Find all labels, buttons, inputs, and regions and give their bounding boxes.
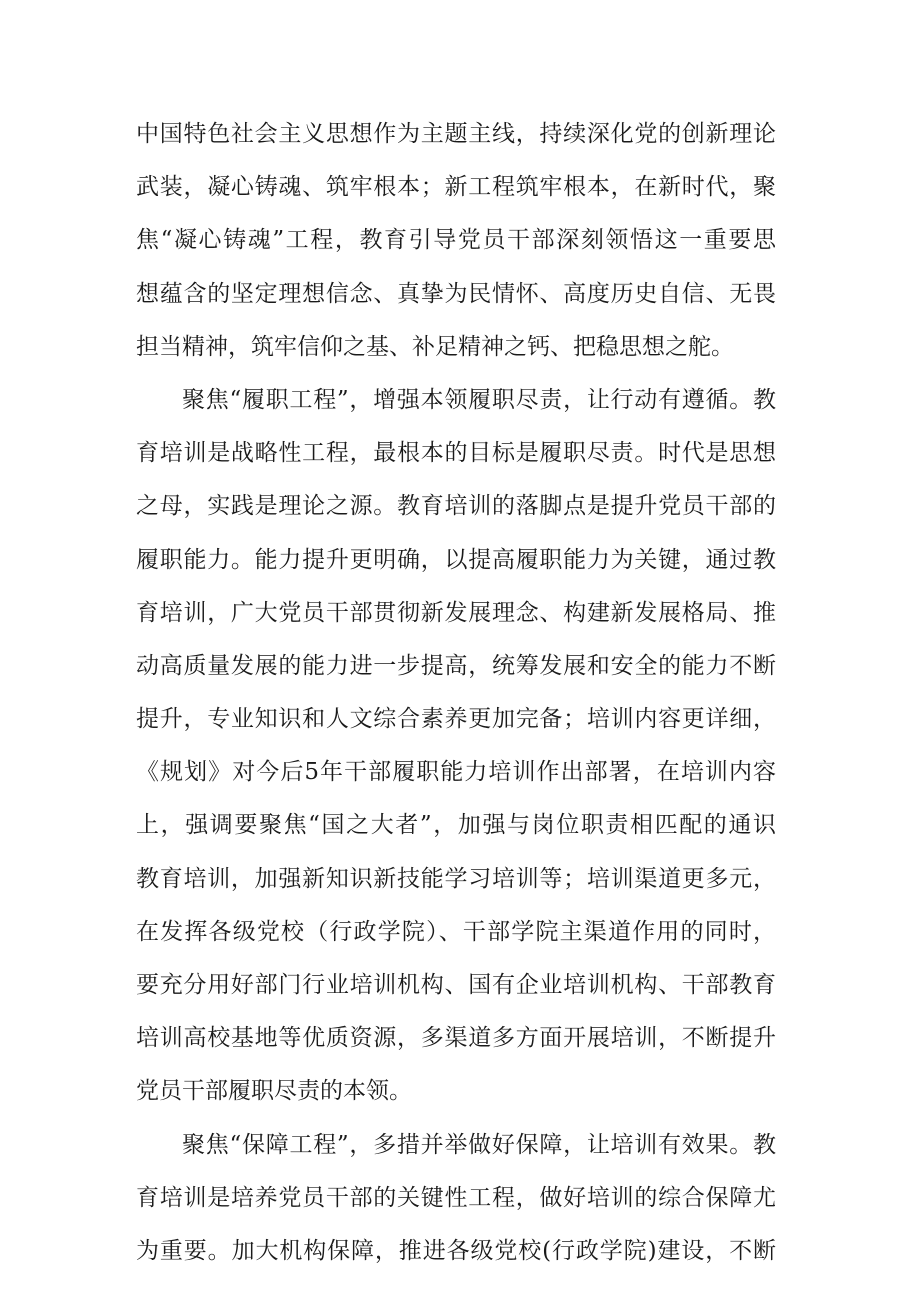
text-line: 教育培训，加强新知识新技能学习培训等；培训渠道更多元，: [136, 865, 776, 892]
paragraph-first-line: 聚焦“保障工程”，多措并举做好保障，让培训有效果。教: [182, 1131, 776, 1158]
text-line: 培训高校基地等优质资源，多渠道多方面开展培训，不断提升: [136, 1025, 776, 1052]
text-line: 上，强调要聚焦“国之大者”，加强与岗位职责相匹配的通识: [136, 812, 776, 839]
text-line: 党员干部履职尽责的本领。: [136, 1078, 412, 1105]
body-text: [136, 108, 776, 1278]
text-line: 为重要。加大机构保障，推进各级党校(行政学院)建设，不断: [136, 1237, 776, 1264]
paragraph-first-line: 聚焦“履职工程”，增强本领履职尽责，让行动有遵循。教: [182, 386, 776, 413]
text-line: 担当精神，筑牢信仰之基、补足精神之钙、把稳思想之舵。: [136, 333, 734, 360]
text-line: 之母，实践是理论之源。教育培训的落脚点是提升党员干部的: [136, 493, 776, 520]
text-line: 《规划》对今后5年干部履职能力培训作出部署，在培训内容: [136, 759, 776, 786]
text-line: 动高质量发展的能力进一步提高，统筹发展和安全的能力不断: [136, 652, 776, 679]
text-line: 在发挥各级党校（行政学院）、干部学院主渠道作用的同时，: [136, 918, 776, 945]
text-line: 想蕴含的坚定理想信念、真挚为民情怀、高度历史自信、无畏: [136, 280, 776, 307]
text-line: 提升，专业知识和人文综合素养更加完备；培训内容更详细，: [136, 706, 776, 733]
text-line: 育培训，广大党员干部贯彻新发展理念、构建新发展格局、推: [136, 599, 776, 626]
text-line: 要充分用好部门行业培训机构、国有企业培训机构、干部教育: [136, 972, 776, 998]
text-line: 育培训是培养党员干部的关键性工程，做好培训的综合保障尤: [136, 1184, 776, 1211]
text-line: 中国特色社会主义思想作为主题主线，持续深化党的创新理论: [136, 121, 776, 147]
text-line: 育培训是战略性工程，最根本的目标是履职尽责。时代是思想: [136, 440, 776, 467]
text-line: 武装，凝心铸魂、筑牢根本；新工程筑牢根本，在新时代，聚: [136, 174, 776, 201]
text-line: 焦“凝心铸魂”工程，教育引导党员干部深刻领悟这一重要思: [136, 227, 776, 254]
text-line: 履职能力。能力提升更明确，以提高履职能力为关键，通过教: [136, 546, 776, 573]
